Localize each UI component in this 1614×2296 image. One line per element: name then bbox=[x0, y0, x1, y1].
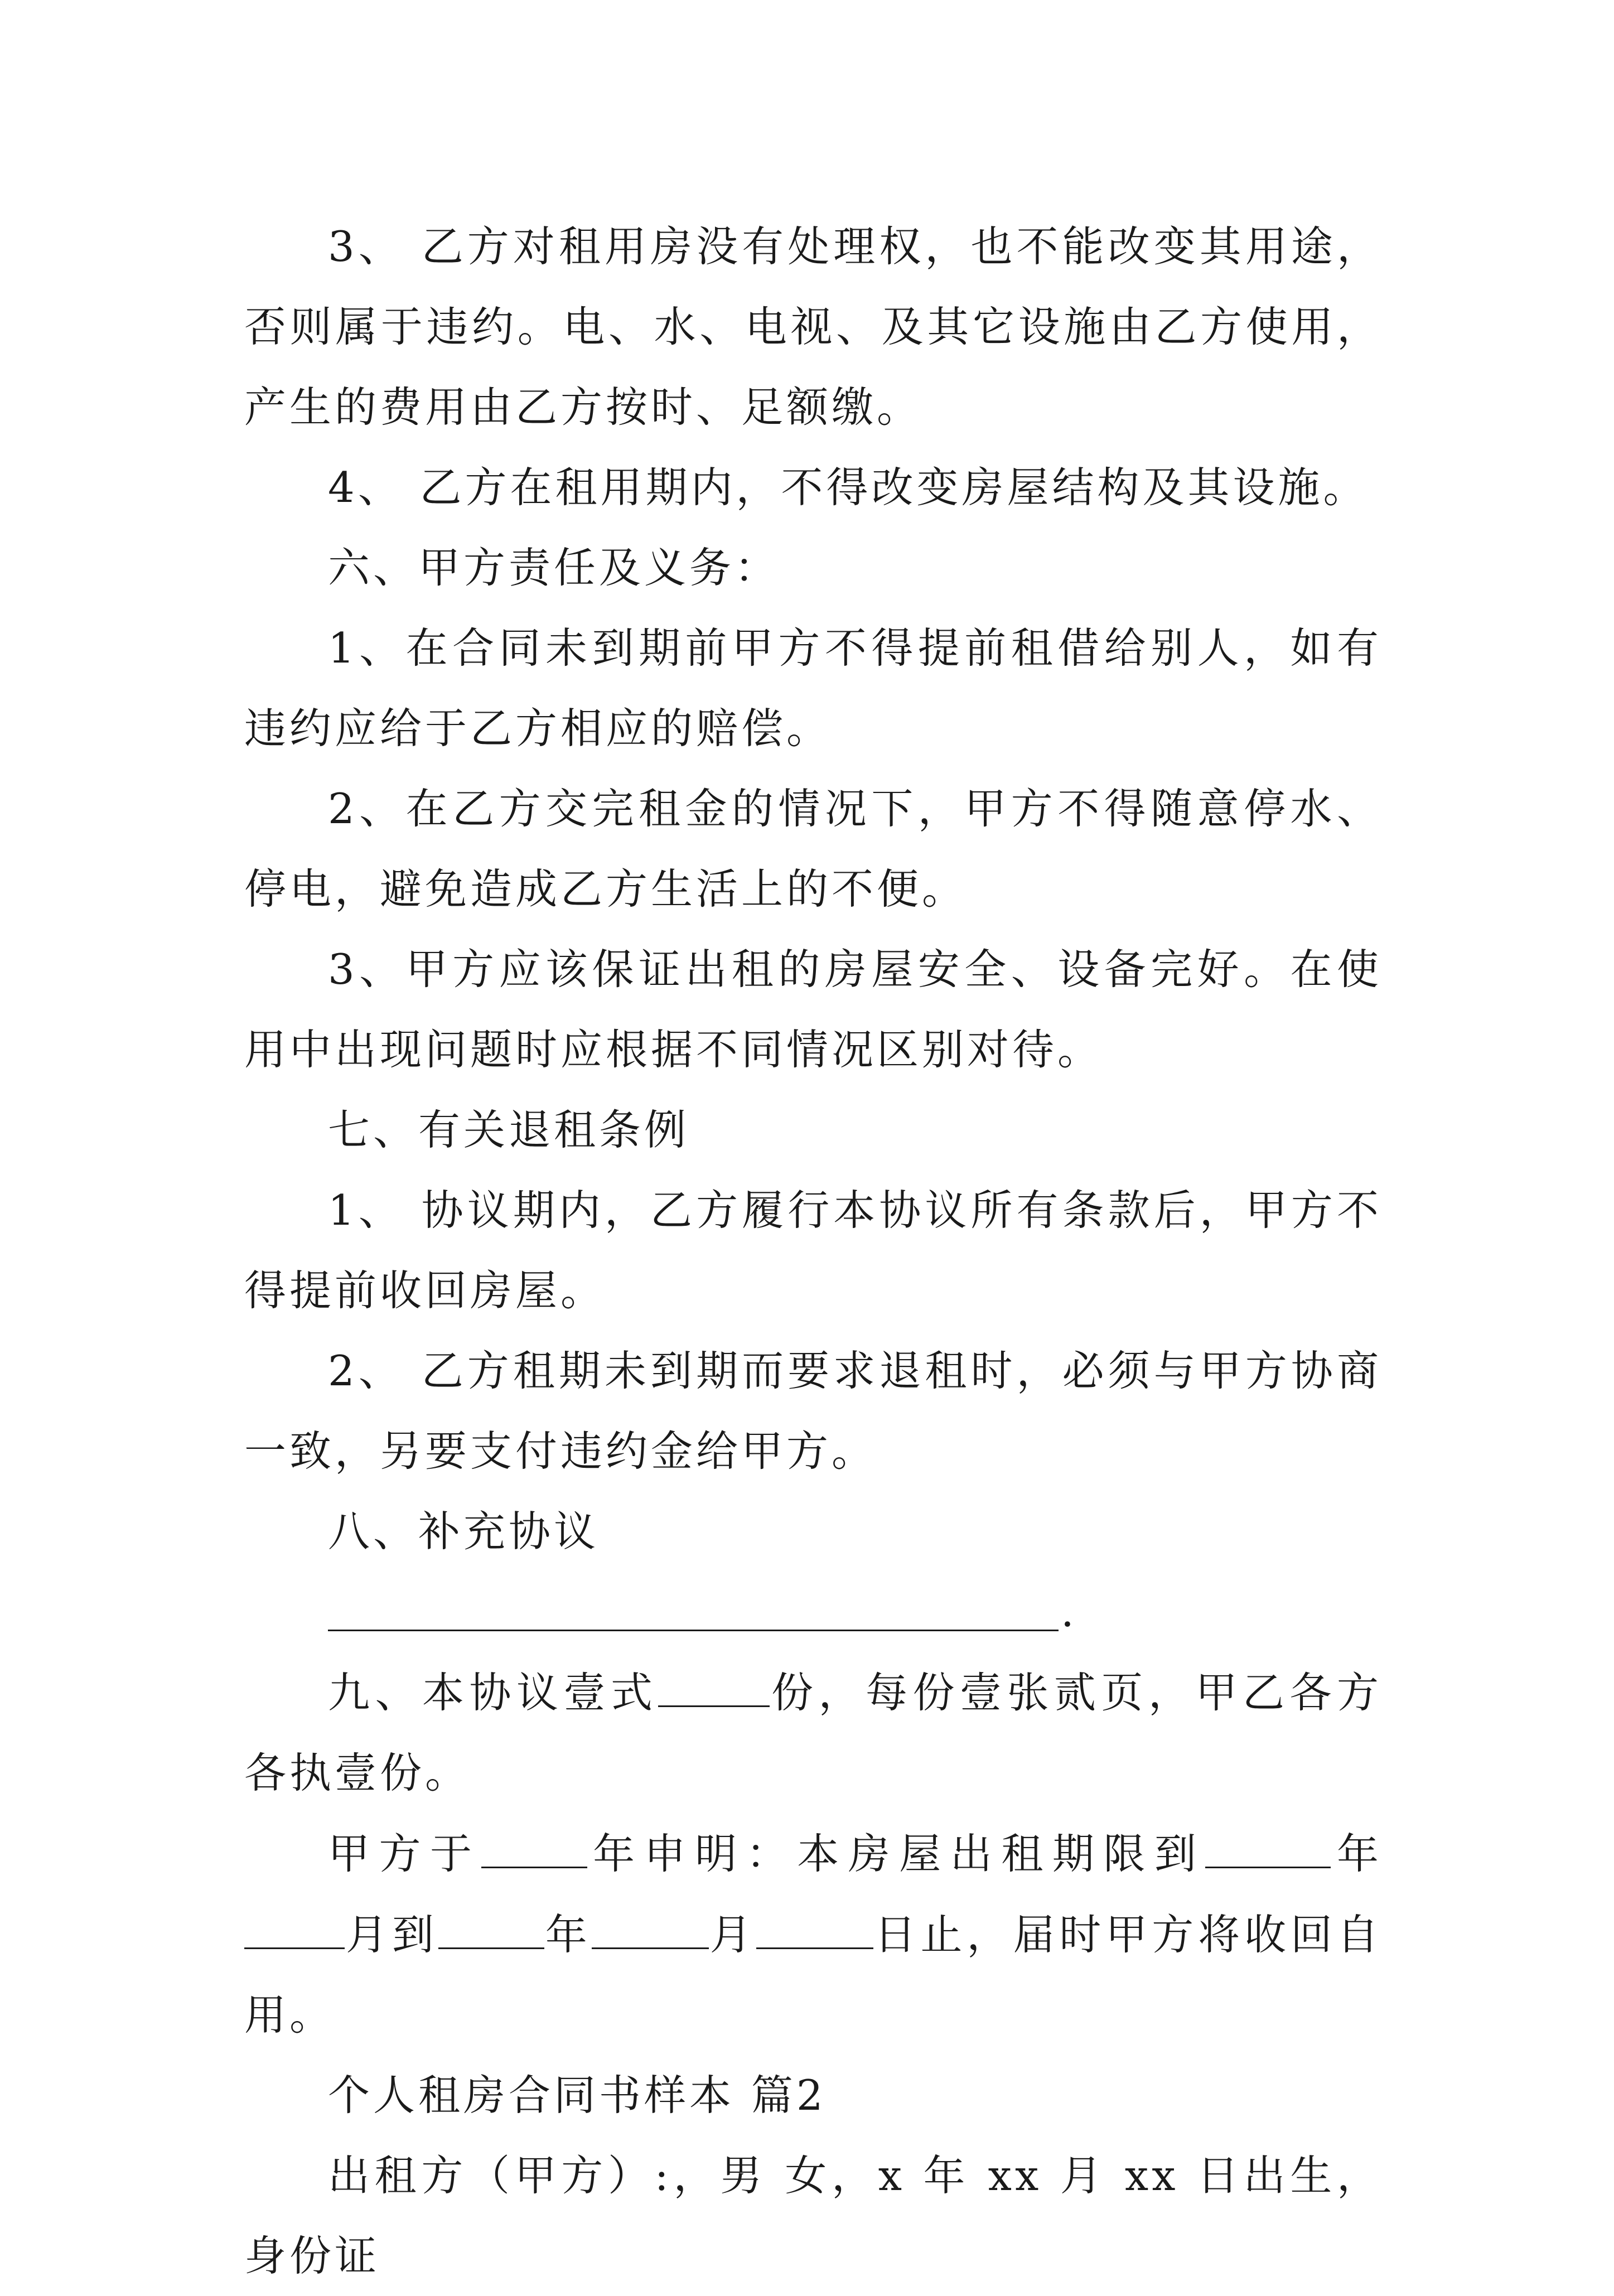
contract-title-part-2: 个人租房合同书样本 篇2 bbox=[328, 2071, 827, 2120]
blank-line-period: . bbox=[1061, 1587, 1077, 1636]
declaration-text-d: 月到 bbox=[345, 1910, 438, 1959]
declaration-text-a: 甲方于 bbox=[328, 1829, 481, 1878]
clause-6-1: 1、在合同未到期前甲方不得提前租借给别人，如有违约应给于乙方相应的赔偿。 bbox=[244, 623, 1382, 753]
document-body bbox=[244, 206, 1382, 2296]
clause-9-text-a: 九、本协议壹式 bbox=[328, 1668, 658, 1717]
clause-6-3: 3、甲方应该保证出租的房屋安全、设备完好。在使用中出现问题时应根据不同情况区别对待。 bbox=[244, 945, 1382, 1074]
clause-9-text-b: 份，每份壹张贰页，甲乙各方各执壹份。 bbox=[244, 1668, 1382, 1797]
term-start-month-blank bbox=[244, 1894, 345, 1949]
declaration-text-e: 年 bbox=[544, 1910, 592, 1959]
term-end-year-blank bbox=[438, 1894, 544, 1949]
lessor-info: 出租方（甲方）:，男 女，x 年 xx 月 xx 日出生，身份证 bbox=[244, 2151, 1382, 2280]
clause-7-1: 1、 协议期内，乙方履行本协议所有条款后，甲方不得提前收回房屋。 bbox=[244, 1186, 1382, 1315]
declaration-text-c: 年 bbox=[1331, 1829, 1382, 1878]
declare-year-blank bbox=[481, 1813, 587, 1868]
supplementary-agreement-blank bbox=[244, 1572, 1382, 1652]
term-end-day-blank bbox=[756, 1894, 873, 1949]
fill-in-underline bbox=[328, 1630, 1059, 1631]
declaration-text-b: 年申明：本房屋出租期限到 bbox=[587, 1829, 1206, 1878]
term-start-year-blank bbox=[1205, 1813, 1331, 1868]
clause-6-2: 2、在乙方交完租金的情况下，甲方不得随意停水、停电，避免造成乙方生活上的不便。 bbox=[244, 784, 1382, 913]
clause-7-2: 2、 乙方租期未到期而要求退租时，必须与甲方协商一致，另要支付违约金给甲方。 bbox=[244, 1346, 1382, 1476]
term-end-month-blank bbox=[592, 1894, 709, 1949]
lease-declaration bbox=[244, 1813, 1382, 2055]
copies-blank bbox=[658, 1652, 770, 1707]
section-heading-8: 八、补充协议 bbox=[328, 1507, 600, 1556]
section-heading-6: 六、甲方责任及义务： bbox=[328, 543, 780, 592]
clause-9 bbox=[244, 1652, 1382, 1813]
clause-5-3: 3、 乙方对租用房没有处理权，也不能改变其用途，否则属于违约。电、水、电视、及其它设施由乙方使用，产生的费用由乙方按时、足额缴。 bbox=[244, 222, 1382, 432]
declaration-text-f: 月 bbox=[708, 1910, 756, 1959]
declaration-text-g: 日止，届时甲方将收回自用。 bbox=[244, 1910, 1382, 2039]
section-heading-7: 七、有关退租条例 bbox=[328, 1105, 690, 1154]
clause-5-4: 4、 乙方在租用期内，不得改变房屋结构及其设施。 bbox=[328, 463, 1369, 512]
